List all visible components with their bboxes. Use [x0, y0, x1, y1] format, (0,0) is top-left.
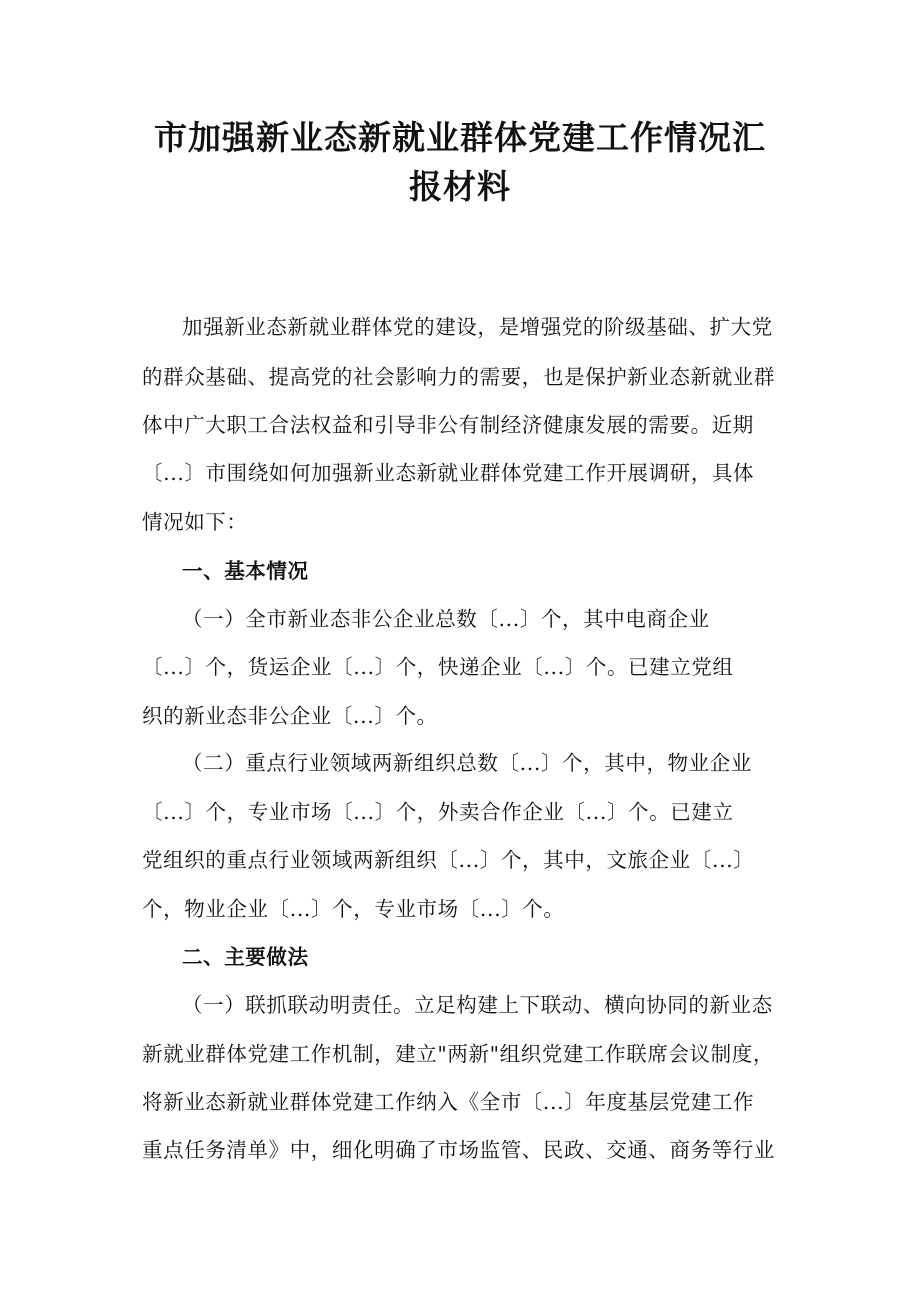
section-2-p1-line-1: （一）联抓联动明责任。立足构建上下联动、横向协同的新业态	[182, 993, 773, 1017]
document-title-line-1: 市加强新业态新就业群体党建工作情况汇	[154, 118, 766, 157]
section-1-p2-line-2: 〔...〕个，专业市场〔...〕个，外卖合作企业〔...〕个。已建立	[142, 800, 734, 824]
section-2-p1-line-4: 重点任务清单》中，细化明确了市场监管、民政、交通、商务等行业	[142, 1138, 775, 1162]
section-2-heading: 二、主要做法	[182, 945, 309, 969]
intro-line-2: 的群众基础、提高党的社会影响力的需要，也是保护新业态新就业群	[142, 365, 775, 389]
section-1-p1-line-2: 〔...〕个，货运企业〔...〕个，快递企业〔...〕个。已建立党组	[142, 655, 734, 679]
section-2-p1-line-3: 将新业态新就业群体党建工作纳入《全市〔...〕年度基层党建工作	[142, 1090, 755, 1114]
intro-line-1: 加强新业态新就业群体党的建设，是增强党的阶级基础、扩大党	[182, 315, 773, 339]
intro-line-5: 情况如下：	[142, 510, 248, 534]
section-1-heading: 一、基本情况	[182, 559, 309, 583]
intro-line-3: 体中广大职工合法权益和引导非公有制经济健康发展的需要。近期	[142, 413, 754, 437]
section-1-p1-line-3: 织的新业态非公企业〔...〕个。	[142, 704, 438, 728]
document-title-line-2: 报材料	[409, 167, 511, 206]
section-1-p2-line-1: （二）重点行业领域两新组织总数〔...〕个，其中，物业企业	[182, 751, 752, 775]
section-1-p1-line-1: （一）全市新业态非公企业总数〔...〕个，其中电商企业	[182, 607, 710, 631]
section-2-p1-line-2: 新就业群体党建工作机制，建立"两新"组织党建工作联席会议制度，	[142, 1042, 774, 1066]
intro-line-4: 〔...〕市围绕如何加强新业态新就业群体党建工作开展调研，具体	[142, 461, 755, 485]
section-1-p2-line-4: 个，物业企业〔...〕个，专业市场〔...〕个。	[142, 897, 565, 921]
section-1-p2-line-3: 党组织的重点行业领域两新组织〔...〕个，其中，文旅企业〔...〕	[142, 848, 755, 872]
